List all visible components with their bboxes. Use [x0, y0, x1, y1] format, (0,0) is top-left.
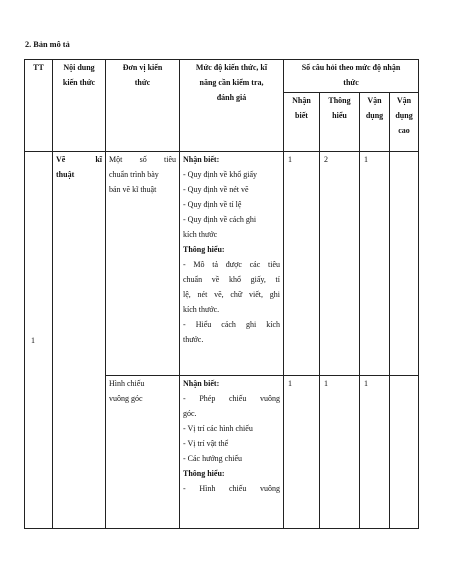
level-label: Nhận biết: — [183, 379, 220, 388]
description-line: - Hình chiếu vuông — [183, 484, 280, 493]
row-thong-hieu: 2 — [320, 152, 360, 376]
header-unit: Đơn vị kiến thức — [106, 60, 180, 152]
row-unit: Hình chiếu vuông góc — [106, 376, 180, 529]
header-nhan-biet: Nhận biết — [284, 93, 320, 152]
row-van-dung-cao — [390, 376, 419, 529]
description-line: góc. — [183, 409, 197, 418]
row-van-dung-cao — [390, 152, 419, 376]
row-content: Vẽ kĩ thuật — [53, 152, 106, 529]
description-line: - Mô tả được các tiêu — [183, 260, 280, 269]
description-line: lệ, nét vẽ, chữ viết, ghi — [183, 290, 280, 299]
row-van-dung: 1 — [360, 152, 390, 376]
level-label: Thông hiểu: — [183, 469, 225, 478]
description-line: - Phép chiếu vuông — [183, 394, 280, 403]
section-heading: 2. Bản mô tả — [25, 40, 70, 49]
header-thong-hieu: Thông hiểu — [320, 93, 360, 152]
description-line: thước. — [183, 335, 204, 344]
row-unit: Một số tiêu chuẩn trình bày bản vẽ kĩ thuật — [106, 152, 180, 376]
row-tt: 1 — [25, 152, 53, 529]
header-content: Nội dung kiến thức — [53, 60, 106, 152]
table-header-row — [25, 60, 419, 93]
description-line: - Quy định về cách ghi — [183, 215, 257, 224]
description-line: - Hiểu cách ghi kích — [183, 320, 280, 329]
description-line: - Quy định về khổ giấy — [183, 170, 257, 179]
row-nhan-biet: 1 — [284, 152, 320, 376]
header-van-dung-cao: Vận dụng cao — [390, 93, 419, 152]
row-nhan-biet: 1 — [284, 376, 320, 529]
description-line: kích thước. — [183, 305, 220, 314]
row-description — [180, 376, 284, 529]
row-thong-hieu: 1 — [320, 376, 360, 529]
row-van-dung: 1 — [360, 376, 390, 529]
description-line: - Vị trí vật thể — [183, 439, 229, 448]
description-line: - Quy định về tỉ lệ — [183, 200, 242, 209]
description-line: kích thước — [183, 230, 218, 239]
header-tt: TT — [25, 60, 53, 152]
level-label: Nhận biết: — [183, 155, 220, 164]
header-van-dung: Vận dụng — [360, 93, 390, 152]
description-table — [24, 59, 419, 529]
header-level: Mức độ kiến thức, kĩ năng cần kiểm tra, đánh giá — [180, 60, 284, 152]
description-line: - Các hướng chiếu — [183, 454, 242, 463]
description-line: - Vị trí các hình chiếu — [183, 424, 253, 433]
table-row — [25, 152, 419, 376]
header-count-group: Số câu hỏi theo mức độ nhận thức — [284, 60, 419, 93]
description-line: - Quy định về nét vẽ — [183, 185, 249, 194]
description-line: chuẩn về khổ giấy, tỉ — [183, 275, 280, 284]
level-label: Thông hiểu: — [183, 245, 225, 254]
row-description — [180, 152, 284, 376]
